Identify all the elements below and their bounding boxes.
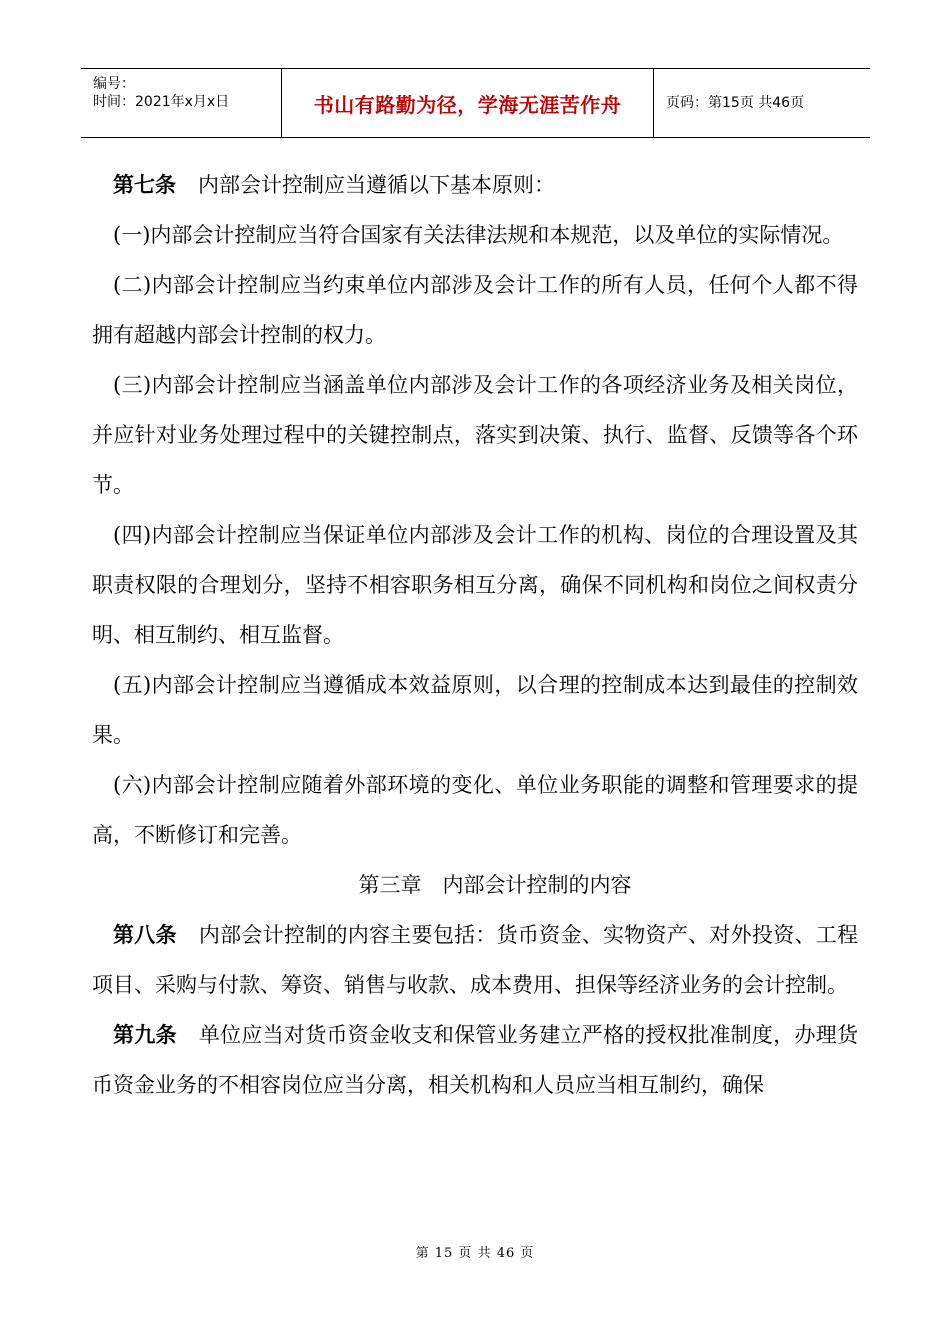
paragraph-text: 内部会计控制应当遵循以下基本原则： — [198, 173, 555, 197]
document-body — [92, 160, 858, 1110]
article-paragraph — [92, 1010, 858, 1110]
paragraph-text: 内部会计控制的内容主要包括：货币资金、实物资产、对外投资、工程项目、采购与付款、筹资、销售与收款、成本费用、担保等经济业务的会计控制。 — [92, 923, 859, 997]
article-number: 第九条 — [113, 1022, 177, 1047]
header-meta-cell — [81, 69, 282, 137]
document-header — [81, 68, 870, 138]
header-page-cell — [654, 69, 870, 137]
header-page-number: 页码：第15页 共46页 — [666, 95, 805, 111]
page-footer: 第 15 页 共 46 页 — [415, 1246, 535, 1261]
principle-paragraph: (四)内部会计控制应当保证单位内部涉及会计工作的机构、岗位的合理设置及其职责权限的合理划分，坚持不相容职务相互分离，确保不同机构和岗位之间权责分明、相互制约、相互监督。 — [92, 523, 858, 647]
document-time-label: 时间：2021年x月x日 — [93, 94, 230, 110]
chapter-title: 第三章 内部会计控制的内容 — [358, 873, 632, 897]
header-motto: 书山有路勤为径，学海无涯苦作舟 — [313, 92, 622, 117]
article-number: 第七条 — [113, 172, 176, 197]
principle-paragraph: (二)内部会计控制应当约束单位内部涉及会计工作的所有人员，任何个人都不得拥有超越内部会计控制的权力。 — [92, 273, 858, 347]
header-motto-cell — [282, 69, 654, 137]
article-paragraph — [92, 910, 858, 1010]
article-paragraph — [92, 160, 858, 210]
article-number: 第八条 — [113, 922, 177, 947]
principle-paragraph: (三)内部会计控制应当涵盖单位内部涉及会计工作的各项经济业务及相关岗位，并应针对业务处理过程中的关键控制点，落实到决策、执行、监督、反馈等各个环节。 — [92, 373, 858, 497]
paragraph-text: 单位应当对货币资金收支和保管业务建立严格的授权批准制度，办理货币资金业务的不相容岗位应当分离，相关机构和人员应当相互制约，确保 — [92, 1023, 859, 1097]
principle-paragraph: (五)内部会计控制应当遵循成本效益原则，以合理的控制成本达到最佳的控制效果。 — [92, 673, 858, 747]
principle-paragraph: (六)内部会计控制应随着外部环境的变化、单位业务职能的调整和管理要求的提高，不断修订和完善。 — [92, 773, 858, 847]
document-number-label: 编号： — [93, 76, 135, 92]
principle-paragraph: (一)内部会计控制应当符合国家有关法律法规和本规范，以及单位的实际情况。 — [113, 223, 844, 247]
